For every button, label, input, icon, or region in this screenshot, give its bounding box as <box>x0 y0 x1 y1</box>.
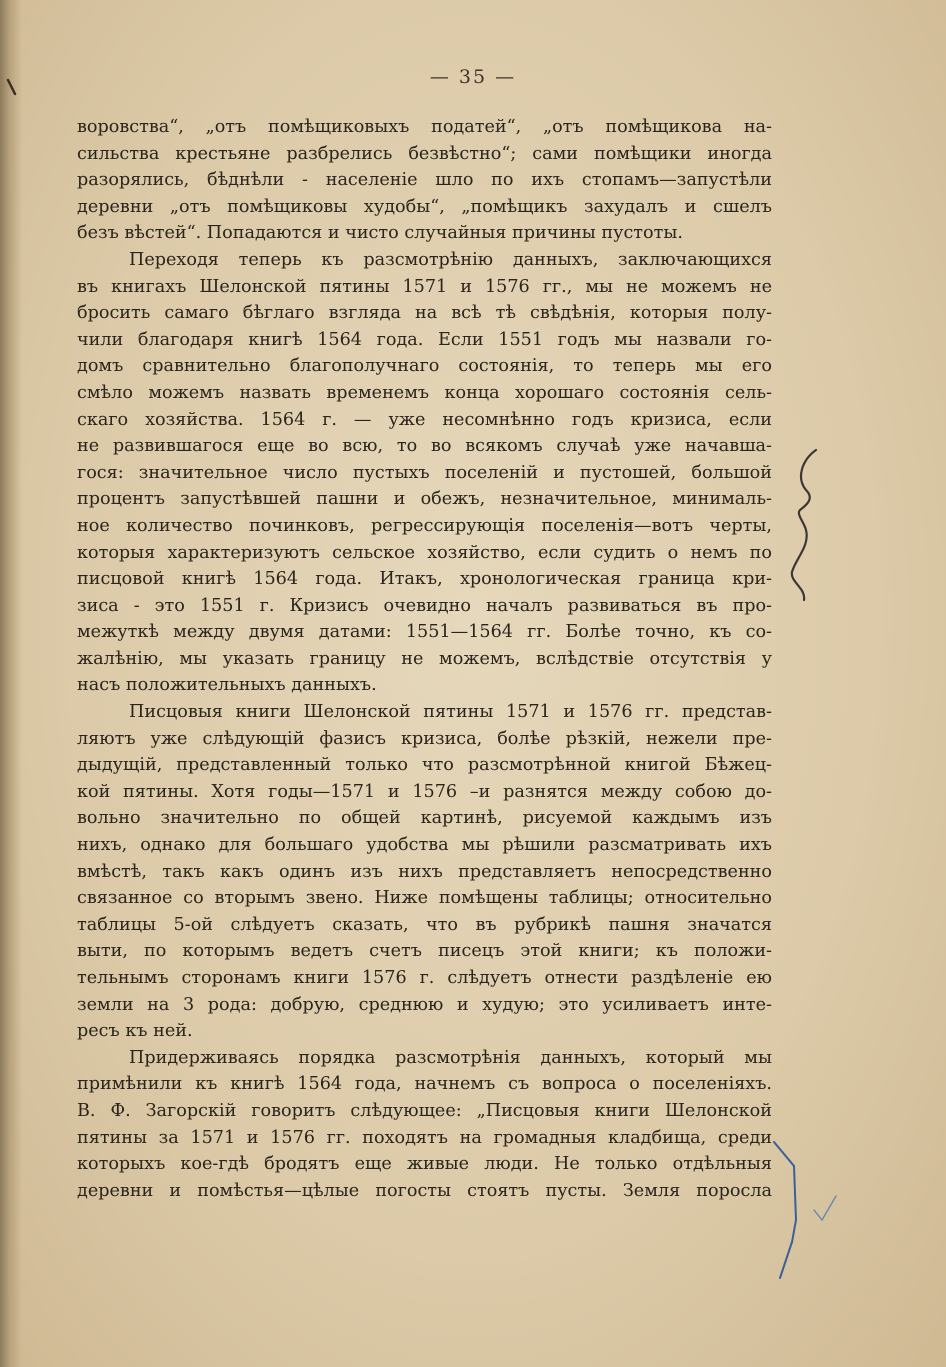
text-line: деревни и помѣстья—цѣлые погосты стоятъ пусты. Земля поросла <box>77 1180 772 1201</box>
text-line: домъ сравнительно благополучнаго состоянія, то теперь мы его <box>77 356 772 377</box>
text-body <box>77 114 772 1204</box>
text-line: В. Ф. Загорскій говоритъ слѣдующее: „Писцовыя книги Шелонской <box>77 1100 772 1121</box>
text-line: деревни „отъ помѣщиковы худобы“, „помѣщикъ захудалъ и сшелъ <box>77 196 772 217</box>
text-line: вмѣстѣ, такъ какъ одинъ изъ нихъ представляетъ непосредственно <box>77 861 772 882</box>
pencil-brace-mark <box>792 450 816 600</box>
binding-shadow <box>0 0 22 1367</box>
text-line: ресъ къ ней. <box>77 1021 193 1042</box>
text-line: процентъ запустѣвшей пашни и обежъ, незначительное, минималь- <box>77 489 772 510</box>
text-line: межуткѣ между двумя датами: 1551—1564 гг. Болѣе точно, къ со- <box>77 622 772 643</box>
text-line: которыя характеризуютъ сельское хозяйство, если судить о немъ по <box>77 542 772 563</box>
text-line: земли на 3 рода: добрую, среднюю и худую; это усиливаетъ инте- <box>77 994 772 1015</box>
text-line: нихъ, однако для большаго удобства мы рѣшили разсматривать ихъ <box>77 835 772 856</box>
text-line: скаго хозяйства. 1564 г. — уже несомнѣнно годъ кризиса, если <box>77 409 772 430</box>
page-number: — 35 — <box>429 66 517 88</box>
text-line: насъ положительныхъ данныхъ. <box>77 675 377 696</box>
text-line: которыхъ кое-гдѣ бродятъ еще живые люди. Не только отдѣльныя <box>77 1154 772 1175</box>
text-line: Писцовыя книги Шелонской пятины 1571 и 1576 гг. представ- <box>129 702 772 723</box>
text-line: не развившагося еще во всю, то во всякомъ случаѣ уже начавша- <box>77 436 772 457</box>
text-line: бросить самаго бѣглаго взгляда на всѣ тѣ свѣдѣнія, которыя полу- <box>77 303 772 324</box>
text-line: выти, по которымъ ведетъ счетъ писецъ этой книги; къ положи- <box>77 941 772 962</box>
text-line: ное количество починковъ, регрессирующія поселенія—вотъ черты, <box>77 515 772 536</box>
text-line: разорялись, бѣднѣли - населеніе шло по ихъ стопамъ—запустѣли <box>77 170 772 191</box>
text-line: зиса - это 1551 г. Кризисъ очевидно началъ развиваться въ про- <box>77 595 772 616</box>
text-line: воровства“, „отъ помѣщиковыхъ податей“, „отъ помѣщикова на- <box>77 117 772 137</box>
check-mark-icon <box>814 1196 836 1220</box>
text-line: сильства крестьяне разбрелись безвѣстно“; сами помѣщики иногда <box>77 143 772 164</box>
ink-bracket-mark <box>774 1142 796 1278</box>
text-line: тельнымъ сторонамъ книги 1576 г. слѣдуетъ отнести раздѣленіе ею <box>77 968 772 988</box>
text-line: Переходя теперь къ разсмотрѣнію данныхъ, заключающихся <box>129 249 772 270</box>
text-line: пятины за 1571 и 1576 гг. походятъ на громадныя кладбища, среди <box>77 1127 772 1148</box>
text-line: въ книгахъ Шелонской пятины 1571 и 1576 гг., мы не можемъ не <box>77 276 772 297</box>
text-line: смѣло можемъ назвать временемъ конца хорошаго состоянія сель- <box>77 382 772 403</box>
margin-annotations <box>770 430 890 1310</box>
text-line: Придерживаясь порядка разсмотрѣнія данныхъ, который мы <box>129 1047 772 1068</box>
text-line: примѣнили къ книгѣ 1564 года, начнемъ съ вопроса о поселеніяхъ. <box>77 1074 772 1095</box>
text-line: связанное со вторымъ звено. Ниже помѣщены таблицы; относительно <box>77 888 772 909</box>
text-line: таблицы 5-ой слѣдуетъ сказать, что въ рубрикѣ пашня значатся <box>77 914 772 935</box>
text-line: писцовой книгѣ 1564 года. Итакъ, хронологическая граница кри- <box>77 569 772 590</box>
text-line: вольно значительно по общей картинѣ, рисуемой каждымъ изъ <box>77 808 772 829</box>
text-line: кой пятины. Хотя годы—1571 и 1576 –и разнятся между собою до- <box>77 781 772 802</box>
text-line: безъ вѣстей“. Попадаются и чисто случайныя причины пустоты. <box>77 223 683 244</box>
text-line: чили благодаря книгѣ 1564 года. Если 1551 годъ мы назвали го- <box>77 329 772 350</box>
text-line: дыдущій, представленный только что разсмотрѣнной книгой Бѣжец- <box>77 755 772 776</box>
text-line: жалѣнію, мы указать границу не можемъ, вслѣдствіе отсутствія у <box>77 648 772 669</box>
text-line: гося: значительное число пустыхъ поселеній и пустошей, большой <box>77 462 772 483</box>
text-line: ляютъ уже слѣдующій фазисъ кризиса, болѣе рѣзкій, нежели пре- <box>77 728 772 749</box>
